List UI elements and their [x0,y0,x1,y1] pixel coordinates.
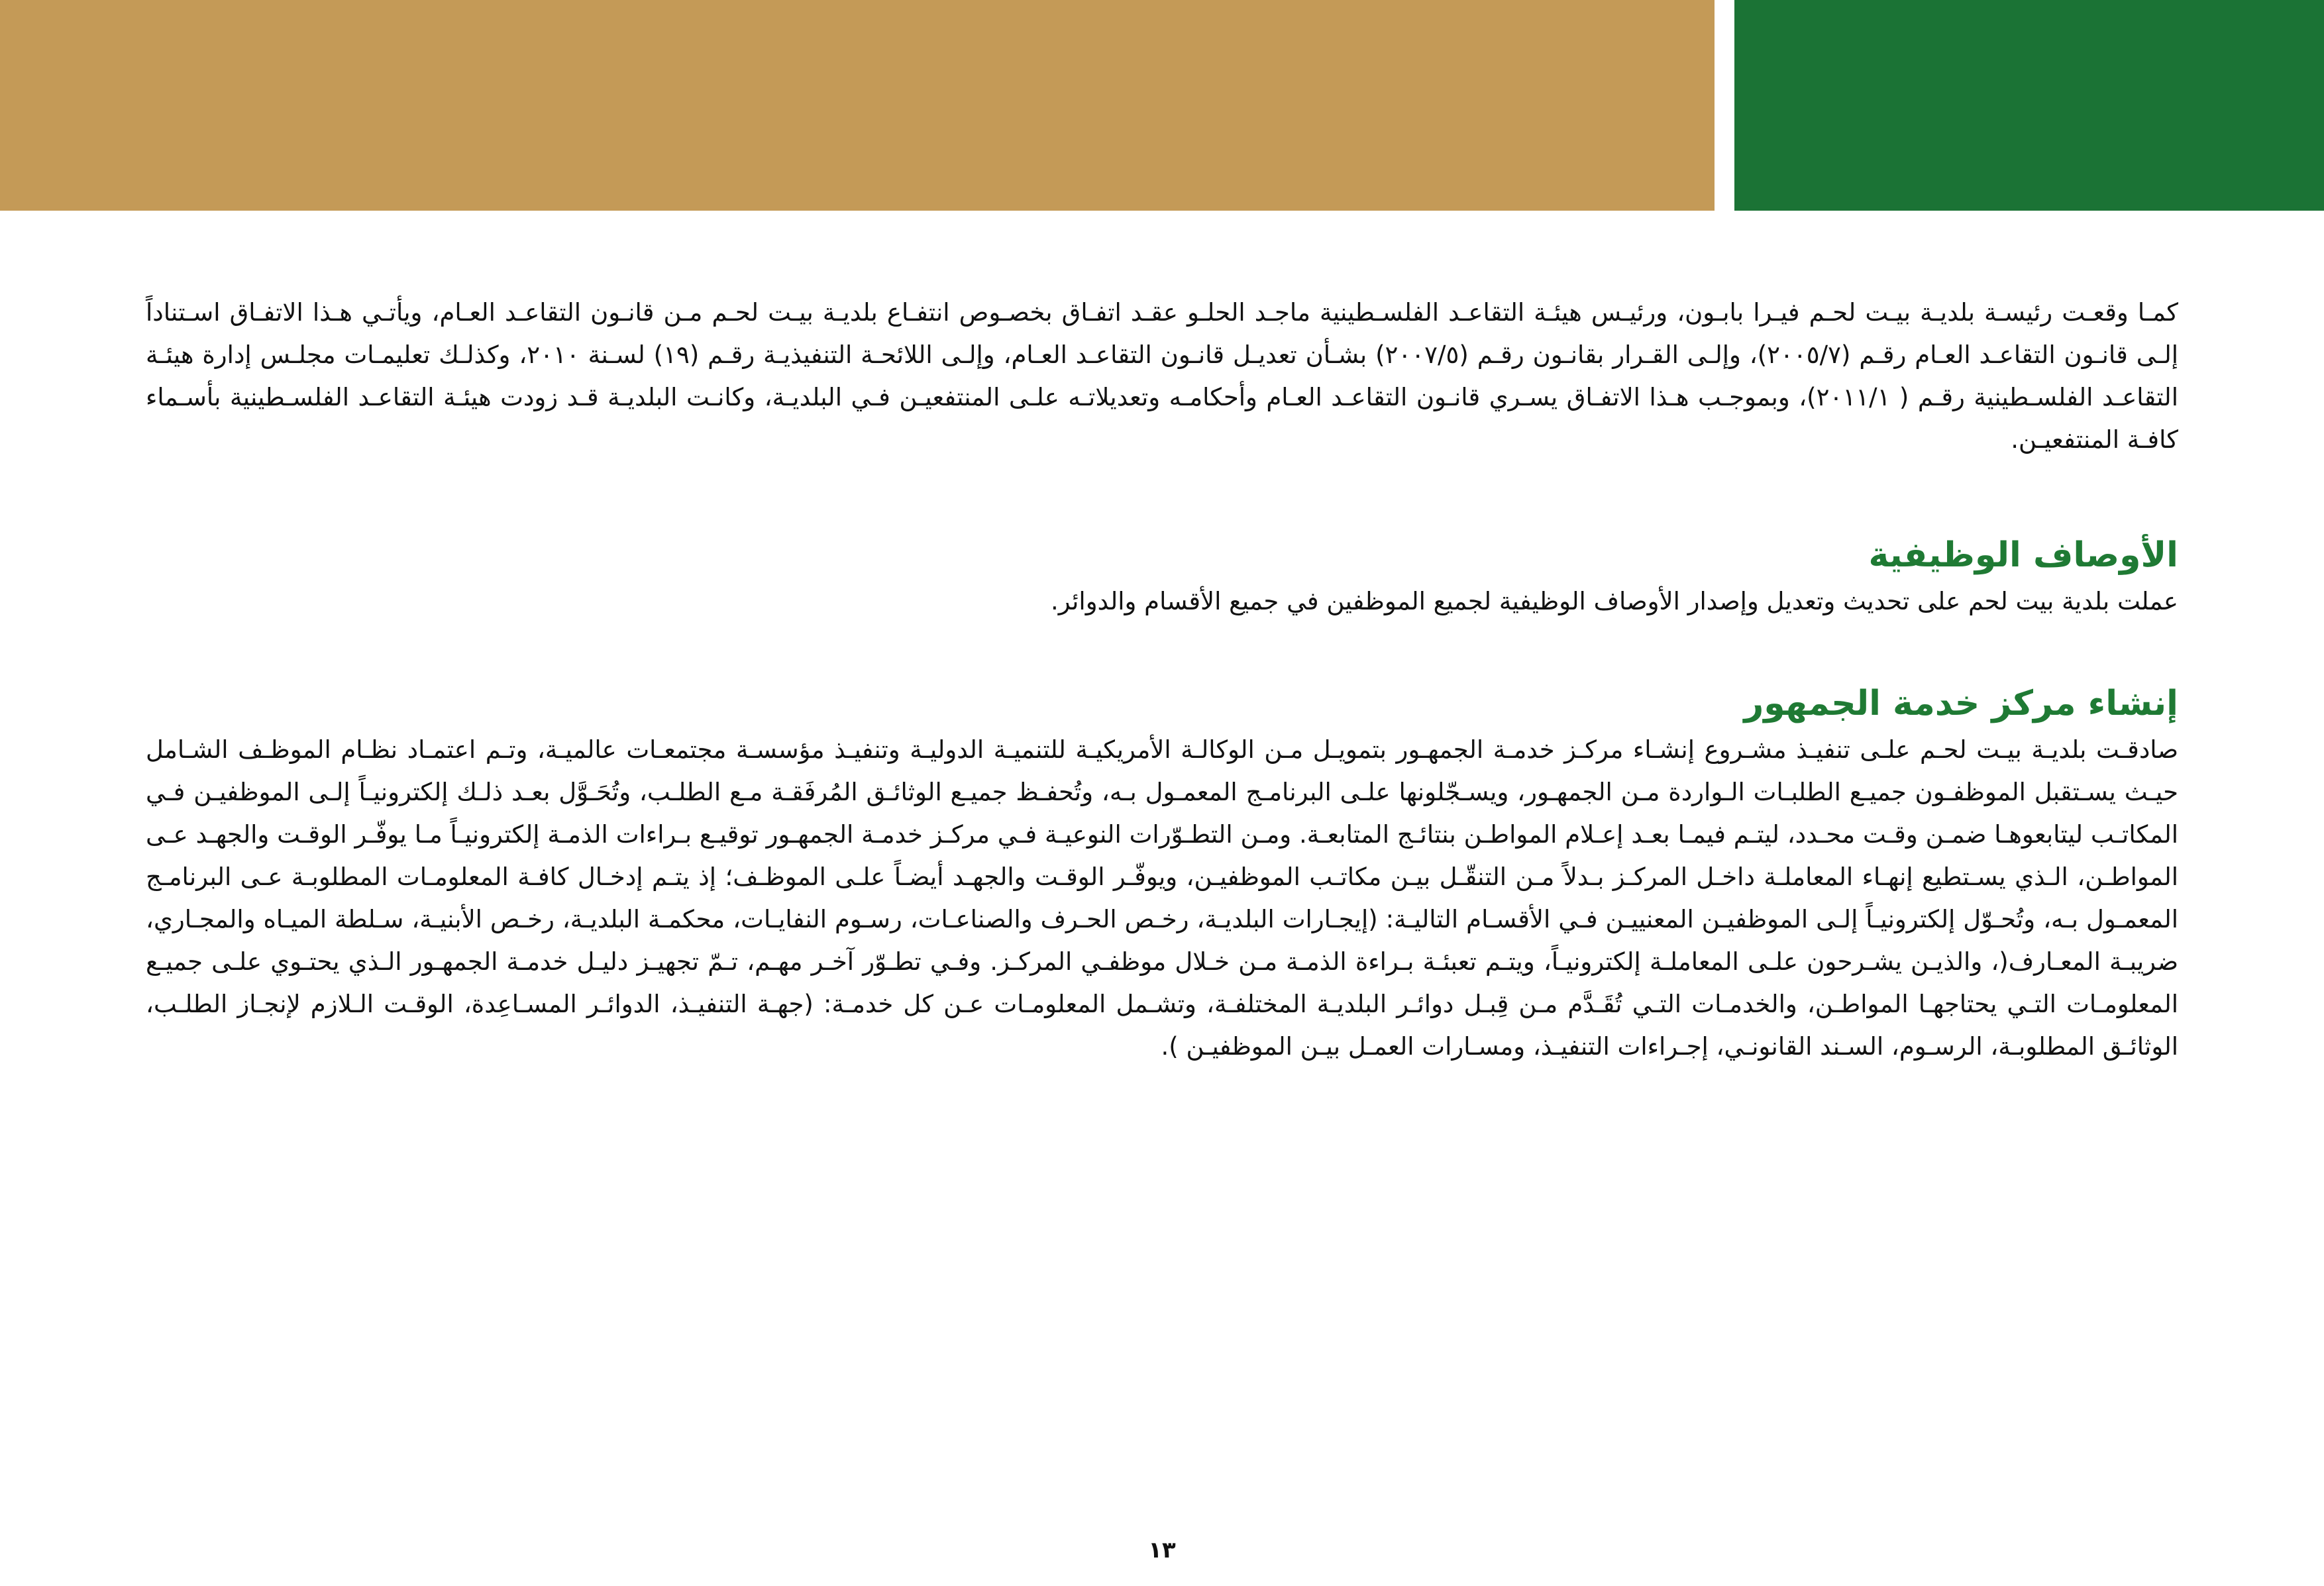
intro-paragraph: كمـا وقعـت رئيسـة بلديـة بيـت لحـم فيـرا بابـون، ورئيـس هيئـة التقاعـد الفلسـطينية ماجـد الحلـو عقـد اتفـاق بخصـوص انتفـاع بلديـة بيـت لحـم مـن قانـون التقاعـد العـام، ويأتـي هـذا الاتفـاق اسـتناداً إلـى قانـون التقاعـد العـام رقـم (٢٠٠٥/٧)، وإلـى القـرار بقانـون رقـم (٢٠٠٧/٥) بشـأن تعديـل قانـون التقاعـد العـام، وإلـى اللائحـة التنفيذيـة رقـم (١٩) لسـنة ٢٠١٠، وكذلـك تعليمـات مجلـس إدارة هيئـة التقاعـد الفلسـطينية رقـم ( ٢٠١١/١)، وبموجـب هـذا الاتفـاق يسـري قانـون التقاعـد العـام وأحكامـه وتعديلاتـه علـى المنتفعيـن فـي البلديـة، وكانـت البلديـة قـد زودت هيئـة التقاعـد الفلسـطينية بأسـماء كافـة المنتفعيـن. [146,298,2178,454]
job-descriptions-heading: الأوصاف الوظيفية [1868,535,2178,575]
job-descriptions-text: عملت بلدية بيت لحم على تحديث وتعديل وإصدار الأوصاف الوظيفية لجميع الموظفين في جميع الأقسام والدوائر. [1050,587,2178,615]
service-center-heading: إنشاء مركز خدمة الجمهور [1744,684,2178,723]
service-center-section [146,678,2178,1068]
service-center-text: صادقـت بلديـة بيـت لحـم علـى تنفيـذ مشـروع إنشـاء مركـز خدمـة الجمهـور بتمويـل مـن الوكالـة الأمريكيـة للتنميـة الدوليـة وتنفيـذ مؤسسـة مجتمعـات عالميـة، وتـم اعتمـاد نظـام الموظـف الشـامل حيـث يسـتقبل الموظفـون جميـع الطلبـات الـواردة مـن الجمهـور، ويسـجّلونها علـى البرنامـج المعمـول بـه، وتُحفـظ جميـع الوثائـق المُرفَقـة مـع الطلـب، وتُحَـوَّل بعـد ذلـك إلكترونيـاً إلـى الموظفيـن فـي المكاتـب ليتابعوهـا ضمـن وقـت محـدد، ليتـم فيمـا بعـد إعـلام المواطـن بنتائـج المتابعـة. ومـن التطـوّرات النوعيـة فـي مركـز خدمـة الجمهـور توقيـع بـراءات الذمـة إلكترونيـاً مـا يوفّـر الوقـت والجهـد عـى المواطـن، الـذي يسـتطيع إنهـاء المعاملـة داخـل المركـز بـدلاً مـن التنقّـل بيـن مكاتـب الموظفيـن، ويوفّـر الوقـت والجهـد أيضـاً علـى الموظـف؛ إذ يتـم إدخـال كافـة المعلومـات المطلوبـة عـى البرنامـج المعمـول بـه، وتُحـوّل إلكترونيـاً إلـى الموظفيـن المعنييـن فـي الأقسـام التاليـة: (إيجـارات البلديـة، رخـص الحـرف والصناعـات، رسـوم النفايـات، محكمـة البلديـة، رخـص الأبنيـة، سـلطة الميـاه والمجـاري، ضريبـة المعـارف(، والذيـن يشـرحون علـى المعاملـة إلكترونيـاً، ويتـم تعبئـة بـراءة الذمـة مـن خـلال موظفـي المركـز. وفـي تطـوّر آخـر مهـم، تـمّ تجهيـز دليـل خدمـة الجمهـور الـذي يحتـوي علـى جميـع المعلومـات التـي يحتاجهـا المواطـن، والخدمـات التـي تُقَـدَّم مـن قِبـل دوائـر البلديـة المختلفـة، وتشـمل المعلومـات عـن كل خدمـة: (جهـة التنفيـذ، الدوائـر المسـاعِدة، الوقـت الـلازم لإنجـاز الطلـب، الوثائـق المطلوبـة، الرسـوم، السـند القانونـي، إجـراءات التنفيـذ، ومسـارات العمـل بيـن الموظفيـن ). [146,735,2178,1061]
page-number: ١٣ [1148,1537,1176,1563]
job-descriptions-section [146,530,2178,623]
header-band-gold [0,0,1715,211]
page-content [146,291,2178,1068]
header-band-green [1734,0,2324,211]
